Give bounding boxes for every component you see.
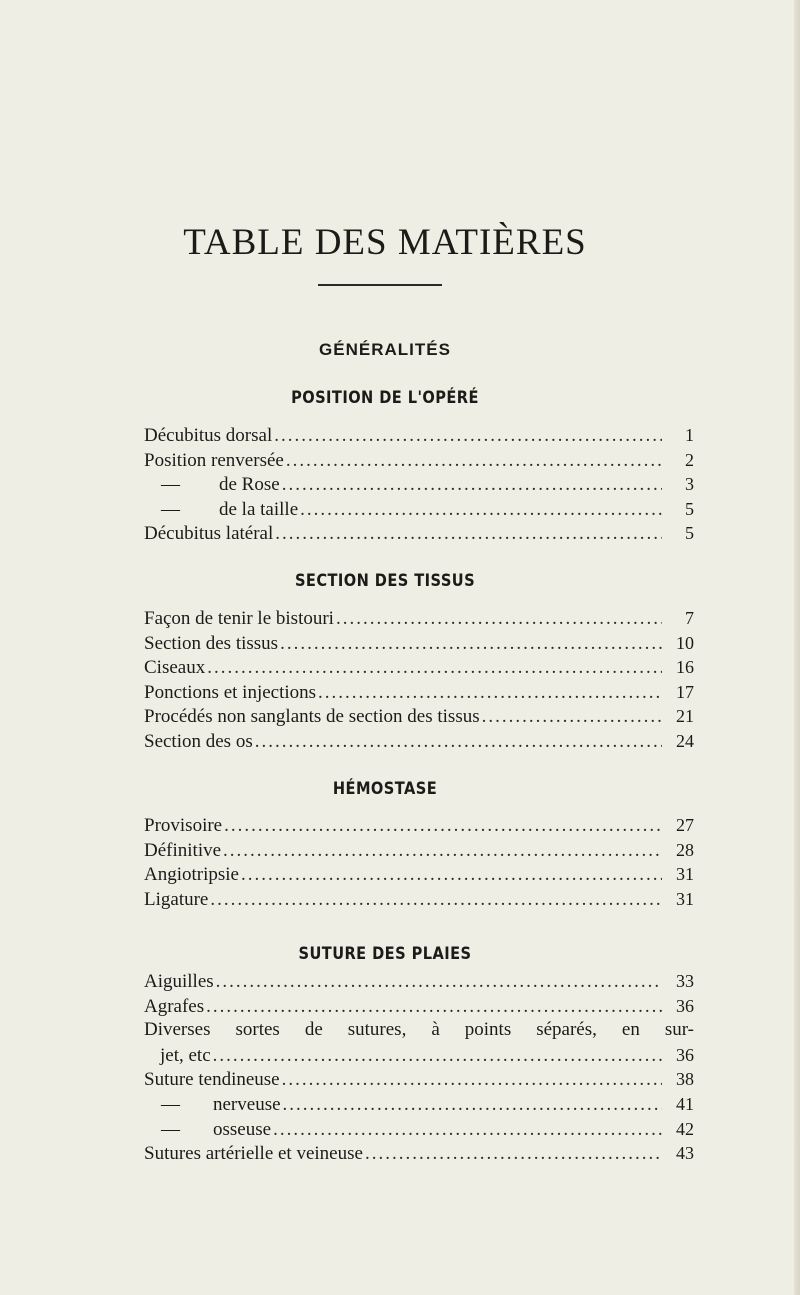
- leader-dots: [283, 1093, 662, 1118]
- leader-dots: [213, 1044, 662, 1069]
- leader-dots: [207, 656, 662, 681]
- toc-entry[interactable]: [144, 994, 694, 1019]
- leader-dots: [241, 863, 662, 888]
- toc-entry[interactable]: [144, 631, 694, 656]
- toc-entry-label: de la taille: [219, 498, 299, 520]
- toc-entry-page: 17: [676, 681, 694, 702]
- toc-entry-label: nerveuse: [213, 1093, 281, 1115]
- toc-entry-page: 24: [676, 730, 694, 751]
- toc-entry-label: Angiotripsie: [144, 864, 239, 886]
- leader-dots: [282, 473, 662, 498]
- ditto-dash: —: [161, 498, 180, 520]
- toc-entry[interactable]: [144, 1141, 694, 1166]
- toc-entry[interactable]: [144, 704, 694, 729]
- toc-entry-label: Ligature: [144, 888, 209, 910]
- toc-entry-label: Provisoire: [144, 815, 223, 836]
- toc-list-tissus: [144, 606, 694, 754]
- toc-entry-page: 31: [676, 888, 694, 909]
- toc-entry-page: 21: [676, 706, 694, 727]
- toc-entry-page: 38: [676, 1069, 694, 1090]
- leader-dots: [286, 449, 662, 474]
- toc-entry-page: 41: [676, 1093, 694, 1114]
- toc-entry-page: 2: [685, 449, 694, 470]
- toc-entry-label: jet, etc: [160, 1044, 211, 1066]
- toc-entry[interactable]: [144, 472, 694, 497]
- leader-dots: [365, 1142, 662, 1167]
- toc-entry-page: 16: [676, 657, 694, 678]
- toc-entry-label: Sutures artérielle et veineuse: [144, 1143, 363, 1165]
- toc-entry-page: 27: [676, 815, 694, 835]
- toc-entry-label: Aiguilles: [144, 971, 214, 992]
- toc-entry-page: 43: [676, 1143, 694, 1164]
- leader-dots: [224, 814, 662, 839]
- toc-entry[interactable]: [144, 813, 694, 838]
- toc-entry-label-line1: Diverses sortes de sutures, à points séparés, en sur-: [144, 1019, 694, 1041]
- toc-entry[interactable]: [144, 729, 694, 754]
- toc-entry-label: Section des tissus: [144, 632, 279, 654]
- toc-entry-label: Décubitus latéral: [144, 523, 274, 545]
- toc-entry-page: 5: [685, 498, 694, 519]
- toc-entry[interactable]: [144, 423, 694, 448]
- toc-entry-label: Décubitus dorsal: [144, 425, 273, 446]
- toc-entry-page: 28: [676, 839, 694, 860]
- leader-dots: [336, 607, 662, 632]
- ditto-dash: —: [161, 1118, 180, 1140]
- toc-entry-label: Ciseaux: [144, 657, 206, 679]
- toc-entry-page: 36: [676, 995, 694, 1016]
- toc-list-suture: [144, 969, 694, 1166]
- toc-entry[interactable]: [144, 521, 694, 546]
- leader-dots: [210, 888, 662, 913]
- toc-entry-page: 31: [676, 864, 694, 885]
- section-heading-suture: SUTURE DES PLAIES: [298, 944, 472, 964]
- toc-entry[interactable]: [144, 448, 694, 473]
- toc-entry[interactable]: [144, 1067, 694, 1092]
- toc-entry-label: Agrafes: [144, 995, 205, 1017]
- leader-dots: [300, 498, 662, 523]
- toc-entry-label: osseuse: [213, 1118, 272, 1140]
- toc-list-hemostase: [144, 813, 694, 911]
- leader-dots: [280, 632, 662, 657]
- toc-entry[interactable]: [144, 887, 694, 912]
- toc-entry[interactable]: [144, 497, 694, 522]
- toc-entry-page: 10: [676, 632, 694, 653]
- part-title: GÉNÉRALITÉS: [319, 340, 451, 359]
- toc-entry[interactable]: [144, 680, 694, 705]
- leader-dots: [318, 681, 662, 706]
- toc-entry-label: Ponctions et injections: [144, 681, 317, 703]
- toc-entry-label: Position renversée: [144, 449, 284, 471]
- toc-entry-label: Section des os: [144, 730, 253, 752]
- leader-dots: [273, 1118, 662, 1143]
- toc-entry-page: 3: [685, 474, 694, 495]
- toc-entry[interactable]: [144, 1117, 694, 1142]
- leader-dots: [255, 730, 662, 755]
- toc-entry[interactable]: [144, 655, 694, 680]
- toc-entry[interactable]: [144, 969, 694, 994]
- section-heading-position: POSITION DE L'OPÉRÉ: [291, 388, 479, 408]
- toc-entry-page: 33: [676, 971, 694, 991]
- toc-entry-label: de Rose: [219, 474, 280, 496]
- toc-entry[interactable]: [144, 862, 694, 887]
- toc-entry-page: 1: [685, 425, 694, 445]
- toc-entry-label: Façon de tenir le bistouri: [144, 608, 334, 629]
- leader-dots: [274, 424, 662, 449]
- toc-entry-page: 42: [676, 1118, 694, 1139]
- section-heading-tissus: SECTION DES TISSUS: [294, 571, 476, 591]
- leader-dots: [282, 1068, 662, 1093]
- toc-entry-page: 5: [685, 523, 694, 544]
- leader-dots: [275, 522, 662, 547]
- page-edge: [794, 0, 800, 1295]
- toc-entry[interactable]: [144, 1092, 694, 1117]
- ditto-dash: —: [161, 1093, 180, 1115]
- ditto-dash: —: [161, 474, 180, 496]
- leader-dots: [216, 970, 662, 995]
- toc-entry[interactable]: [144, 1043, 694, 1068]
- toc-entry-label: Procédés non sanglants de section des tissus: [144, 706, 480, 728]
- toc-entry[interactable]: [144, 606, 694, 631]
- leader-dots: [206, 995, 662, 1020]
- toc-entry-label: Suture tendineuse: [144, 1069, 280, 1091]
- toc-entry-page: 36: [676, 1044, 694, 1065]
- leader-dots: [223, 839, 662, 864]
- toc-entry-page: 7: [685, 608, 694, 628]
- toc-entry[interactable]: [144, 838, 694, 863]
- toc-list-position: [144, 423, 694, 546]
- section-heading-hemostase: HÉMOSTASE: [332, 779, 438, 799]
- leader-dots: [482, 705, 662, 730]
- toc-entry-label: Définitive: [144, 839, 222, 861]
- page-title: TABLE DES MATIÈRES: [183, 221, 587, 263]
- toc-entry-line1: [144, 1018, 694, 1043]
- title-rule: [318, 284, 442, 286]
